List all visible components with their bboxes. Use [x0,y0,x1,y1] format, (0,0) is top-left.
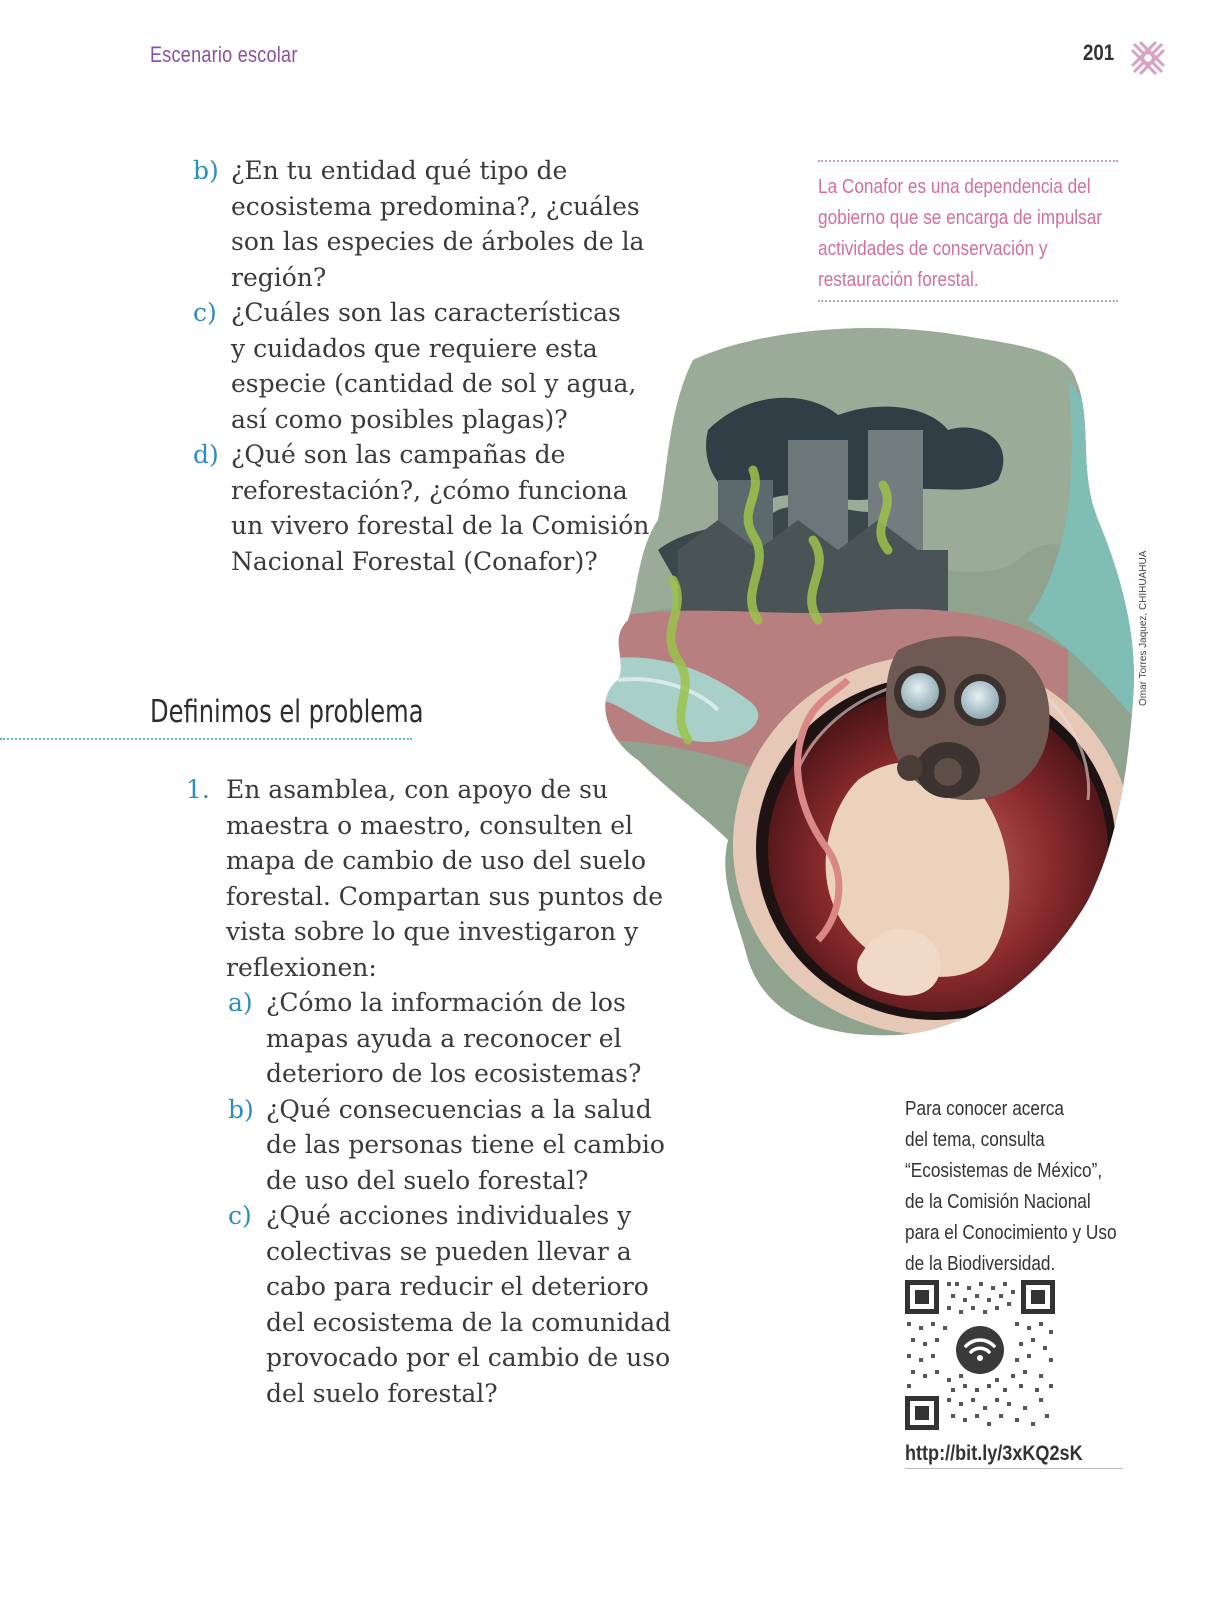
activity-list [186,772,666,985]
subquestion-line: del ecosistema de la comunidad [266,1307,672,1337]
subquestion-line: cabo para reducir el deterioro [266,1272,649,1301]
activity-line: maestra o maestro, consulten el [226,810,634,840]
reference-link[interactable] [905,1442,1123,1469]
subquestion-marker: c) [228,1201,252,1230]
question-item [193,153,653,295]
subquestion-marker: a) [228,988,253,1017]
sidenote-line: gobierno que se encarga de impulsar [818,207,1102,229]
subquestion-line: mapas ayuda a reconocer el [266,1023,622,1053]
activity-line: forestal. Compartan sus puntos de [226,881,664,911]
subquestion-marker: b) [228,1094,254,1124]
question-line: y cuidados que requiere esta [231,333,598,363]
section-header: Escenario escolar [150,42,298,67]
question-marker: d) [193,440,219,469]
question-item [193,295,653,437]
sidenote-line: actividades de conservación y [818,238,1048,260]
reference-line: “Ecosistemas de México”, [905,1159,1103,1182]
subquestion-line: deterioro de los ecosistemas? [266,1059,642,1088]
question-line: ¿Qué son las campañas de [231,440,566,469]
reference-text [905,1093,1145,1279]
subquestion-line: del suelo forestal? [266,1378,498,1408]
subquestion-line: ¿Qué consecuencias a la salud [266,1094,652,1124]
subquestion-line: de las personas tiene el cambio [266,1130,665,1159]
reference-line: de la Comisión Nacional [905,1190,1091,1213]
reference-line: de la Biodiversidad. [905,1252,1056,1275]
question-line: reforestación?, ¿cómo funciona [231,475,628,505]
reference-link-text[interactable]: http://bit.ly/3xKQ2sK [905,1442,1083,1465]
activity-item [186,772,666,985]
illustration-credit: Omar Torres Jaquez, CHIHUAHUA [1138,550,1149,706]
question-line: son las especies de árboles de la [231,227,645,256]
activity-line: mapa de cambio de uso del suelo [226,846,647,875]
activity-line: En asamblea, con apoyo de su [226,775,609,804]
pollution-fetus-illustration [598,320,1153,1050]
question-line: ¿En tu entidad qué tipo de [231,156,568,185]
question-item [193,437,653,579]
question-line: así como posibles plagas)? [231,404,568,434]
decorative-x-emblem-icon [1128,38,1168,78]
page-number: 201 [1083,40,1115,65]
qr-code-icon[interactable] [905,1280,1055,1430]
subquestion-line: provocado por el cambio de uso [266,1343,671,1372]
question-line: ecosistema predomina?, ¿cuáles [231,191,640,221]
section-divider [0,738,412,740]
question-line: un vivero forestal de la Comisión [231,511,650,540]
reference-line: del tema, consulta [905,1128,1045,1151]
reference-line: para el Conocimiento y Uso [905,1221,1117,1244]
sidenote-line: restauración forestal. [818,269,979,291]
subquestion-line: colectivas se pueden llevar a [266,1236,632,1266]
subquestion-line: de uso del suelo forestal? [266,1165,589,1195]
sidenote-line: La Conafor es una dependencia del [818,176,1091,198]
question-line: especie (cantidad de sol y agua, [231,369,637,398]
subquestion-item [228,1198,688,1411]
subquestion-line: ¿Cómo la información de los [266,988,626,1017]
activity-number: 1. [186,775,210,804]
question-line: ¿Cuáles son las características [231,298,621,327]
question-marker: c) [193,298,217,327]
question-line: Nacional Forestal (Conafor)? [231,546,598,576]
question-marker: b) [193,156,219,185]
activity-line: vista sobre lo que investigaron y [226,917,639,946]
question-line: región? [231,262,327,292]
subquestion-item [228,1092,688,1199]
section-title: Definimos el problema [150,694,424,730]
subquestion-line: ¿Qué acciones individuales y [266,1201,632,1230]
activity-line: reflexionen: [226,952,377,982]
reference-line: Para conocer acerca [905,1097,1064,1120]
conafor-sidenote [818,160,1118,302]
question-list-top [193,153,653,579]
